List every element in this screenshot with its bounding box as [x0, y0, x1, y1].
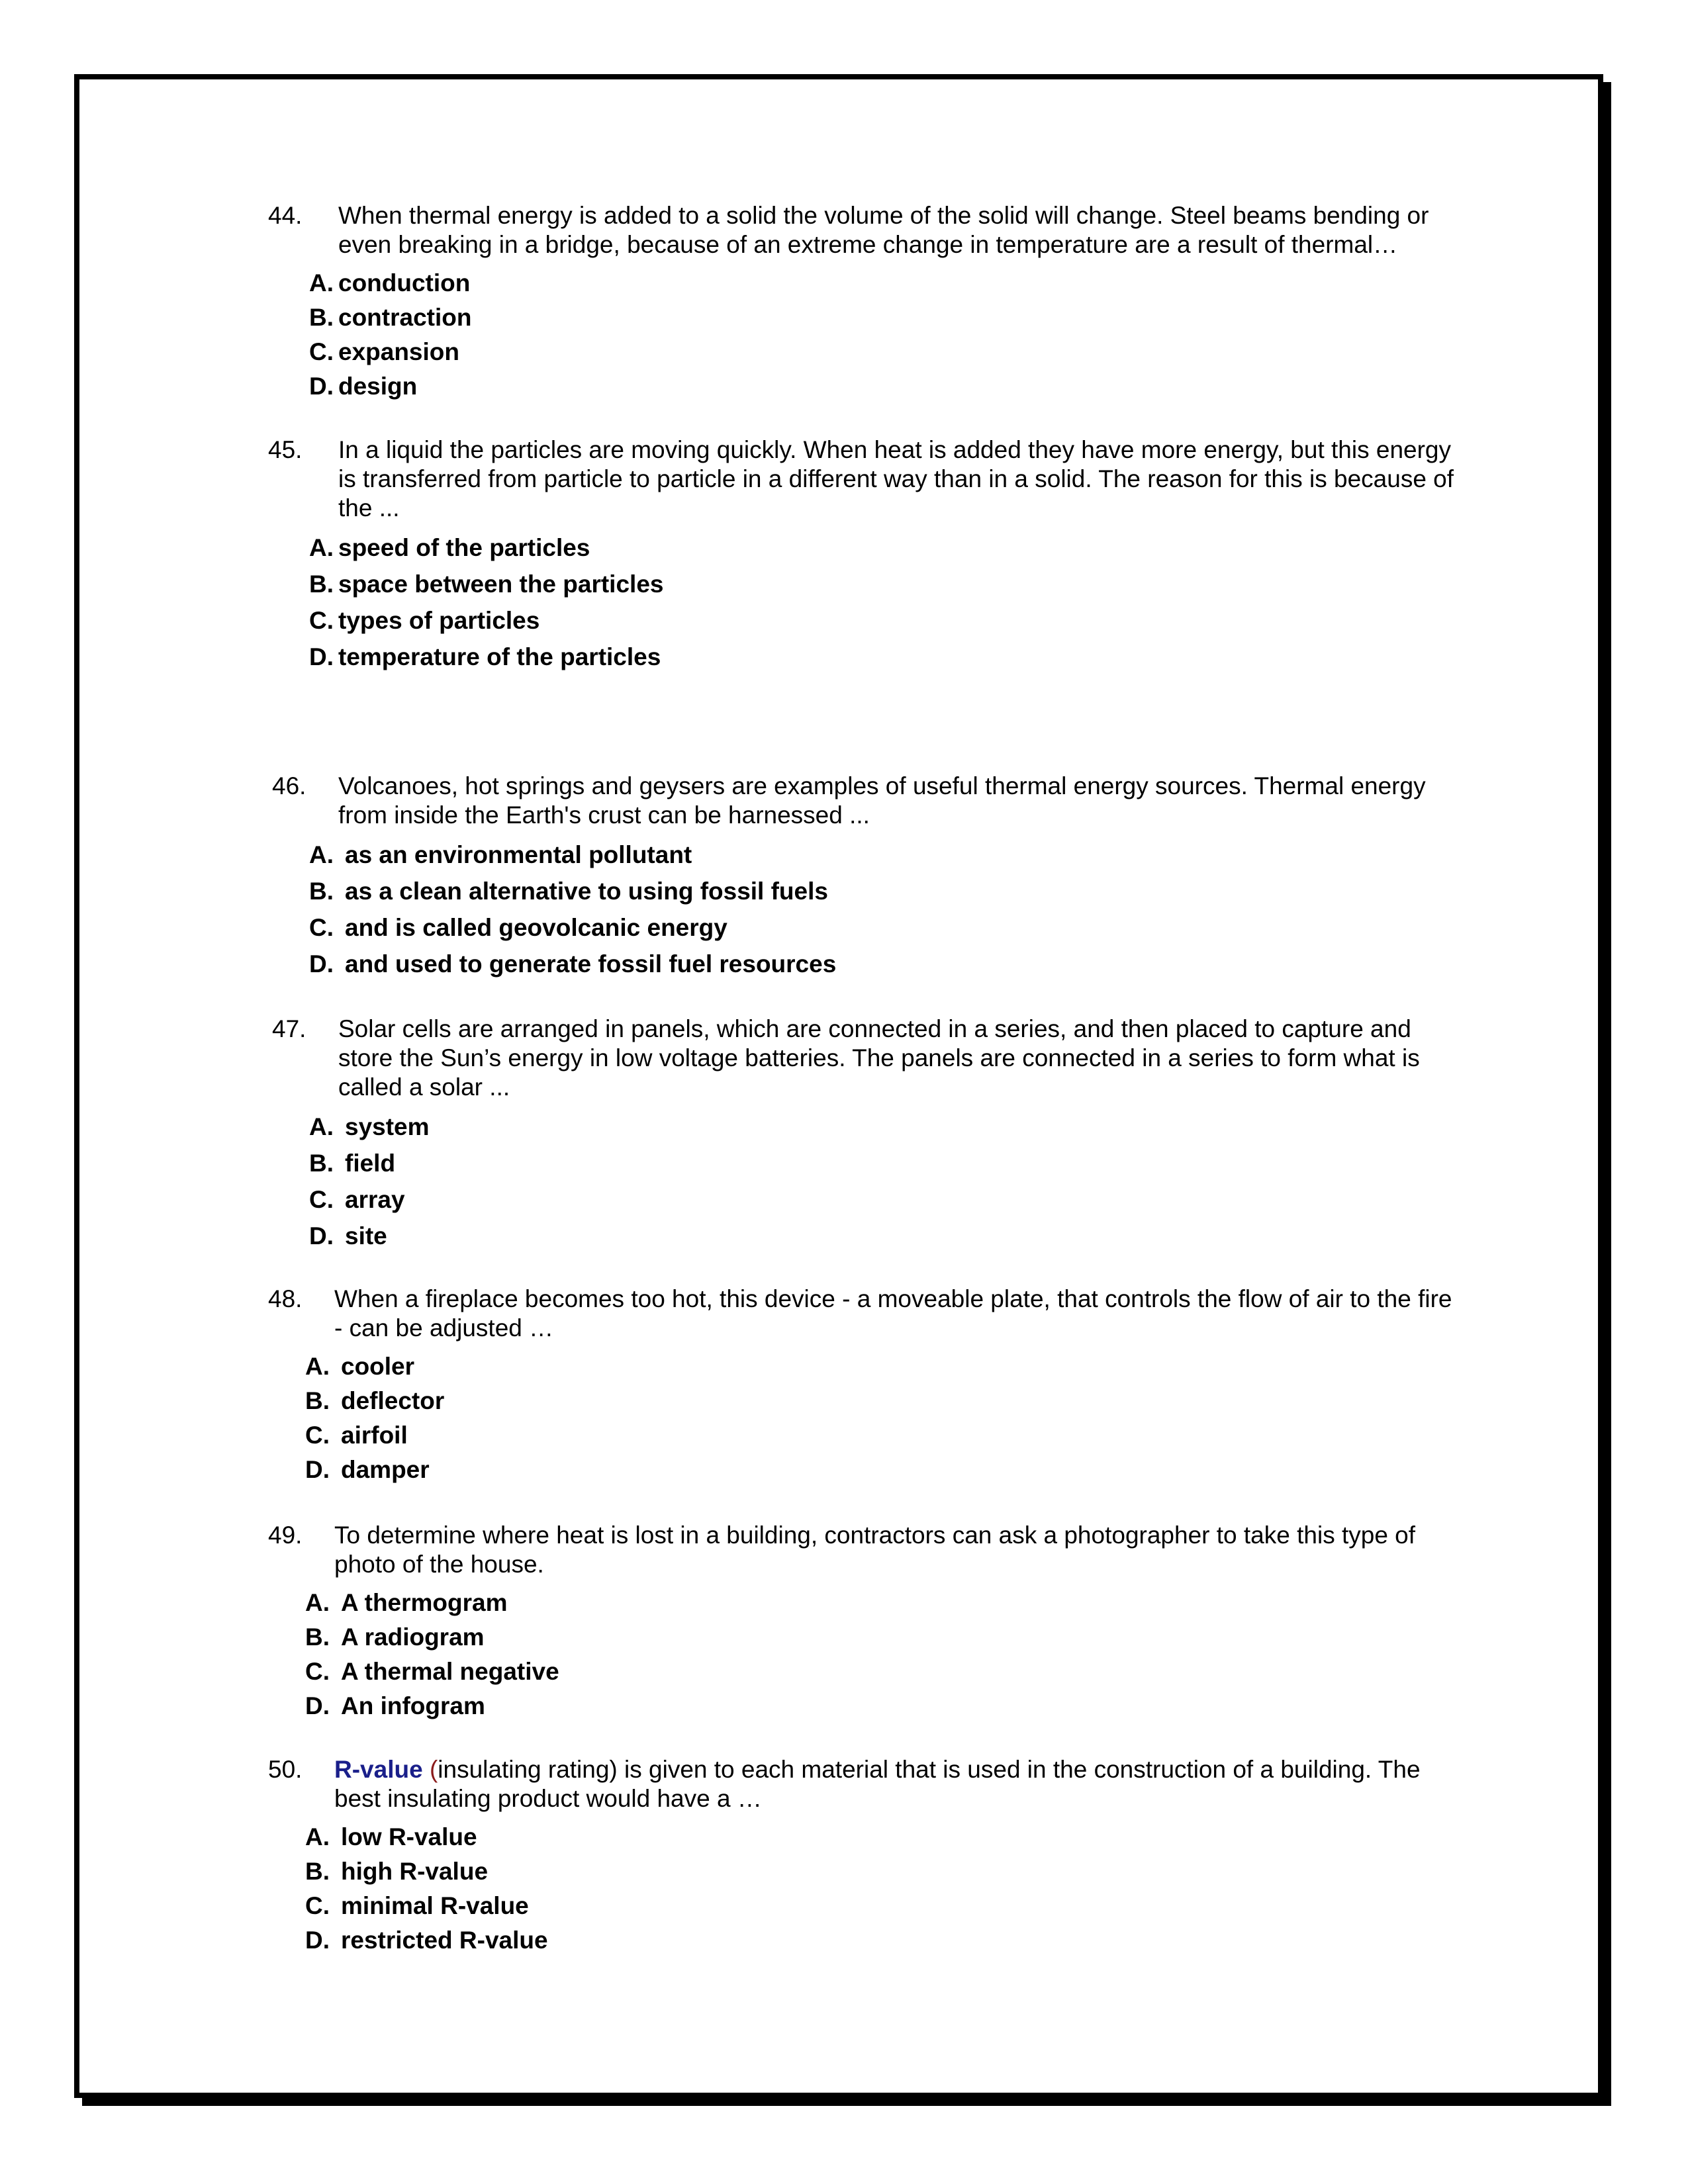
choice-letter: D. [309, 950, 334, 978]
question-number: 50. [268, 1756, 303, 1783]
choice-letter: B. [309, 1150, 334, 1177]
choice-text: A thermogram [341, 1589, 508, 1616]
question-46 [272, 772, 1464, 982]
choice-text: conduction [338, 269, 471, 296]
choice-letter: D. [309, 1222, 334, 1250]
choice-text: and used to generate fossil fuel resources [345, 950, 837, 978]
choice-text: cooler [341, 1353, 415, 1380]
choice-a[interactable] [305, 1820, 1460, 1854]
choice-b[interactable] [305, 1854, 1460, 1889]
choice-text: system [345, 1113, 430, 1140]
choice-letter: A. [309, 534, 334, 561]
choice-a[interactable] [309, 1109, 1464, 1145]
choice-c[interactable] [309, 335, 1460, 369]
choice-letter: C. [309, 1186, 334, 1213]
choice-letter: B. [305, 1387, 330, 1414]
choice-text: minimal R-value [341, 1892, 529, 1919]
question-49 [268, 1521, 1460, 1723]
question-text: When a fireplace becomes too hot, this device - a moveable plate, that controls the flow of air to the fire - can be adjusted … [334, 1285, 1452, 1342]
question-number: 45. [268, 436, 303, 463]
question-45 [268, 435, 1460, 675]
question-48 [268, 1285, 1460, 1487]
choice-a[interactable] [305, 1349, 1460, 1384]
choice-text: airfoil [341, 1422, 408, 1449]
choice-letter: C. [305, 1892, 330, 1919]
choice-letter: C. [309, 914, 334, 941]
choice-b[interactable] [309, 1145, 1464, 1181]
choice-letter: D. [305, 1456, 330, 1483]
choice-letter: A. [309, 841, 334, 868]
choice-letter: A. [305, 1353, 330, 1380]
choice-letter: D. [305, 1927, 330, 1954]
choice-a[interactable] [309, 266, 1460, 300]
choice-letter: D. [305, 1692, 330, 1719]
choice-letter: A. [305, 1823, 330, 1850]
choice-text: A thermal negative [341, 1658, 559, 1685]
choice-text: An infogram [341, 1692, 485, 1719]
choice-letter: D. [309, 643, 334, 670]
open-paren: ( [429, 1756, 438, 1783]
choice-d[interactable] [309, 946, 1464, 982]
choice-text: deflector [341, 1387, 445, 1414]
choice-letter: C. [305, 1658, 330, 1685]
choice-a[interactable] [305, 1586, 1460, 1620]
choice-letter: B. [305, 1858, 330, 1885]
question-number: 48. [268, 1285, 303, 1312]
r-value-term: R-value [334, 1756, 423, 1783]
choice-letter: B. [305, 1623, 330, 1651]
choice-d[interactable] [305, 1689, 1460, 1723]
choice-letter: A. [309, 1113, 334, 1140]
choice-c[interactable] [309, 909, 1464, 946]
choice-letter: A. [305, 1589, 330, 1616]
choice-b[interactable] [305, 1620, 1460, 1655]
choice-text: and is called geovolcanic energy [345, 914, 727, 941]
choice-letter: C. [305, 1422, 330, 1449]
choice-letter: B. [309, 878, 334, 905]
choice-text: A radiogram [341, 1623, 485, 1651]
choice-c[interactable] [309, 1181, 1464, 1218]
choice-text: as a clean alternative to using fossil fuels [345, 878, 828, 905]
choice-b[interactable] [305, 1384, 1460, 1418]
question-47 [272, 1015, 1464, 1254]
choice-text: types of particles [338, 607, 540, 634]
question-text: Volcanoes, hot springs and geysers are examples of useful thermal energy sources. Thermal energy from inside the Earth's crust can be harnessed ... [338, 772, 1426, 829]
choice-text: space between the particles [338, 570, 664, 598]
choice-text: restricted R-value [341, 1927, 548, 1954]
question-44 [268, 201, 1460, 404]
question-text: When thermal energy is added to a solid the volume of the solid will change. Steel beams bending or even breaking in a bridge, because of an extreme change in temperature are a result of thermal… [338, 202, 1429, 258]
choice-letter: D. [309, 373, 334, 400]
choice-d[interactable] [305, 1453, 1460, 1487]
question-body: insulating rating) is given to each material that is used in the construction of a building. The best insulating product would have a … [334, 1756, 1421, 1812]
choice-letter: C. [309, 338, 334, 365]
question-number: 49. [268, 1522, 303, 1549]
choice-b[interactable] [309, 566, 1460, 602]
choice-letter: A. [309, 269, 334, 296]
question-text: Solar cells are arranged in panels, which are connected in a series, and then placed to capture and store the Sun’s energy in low voltage batteries. The panels are connected in a series to form what is called a solar ... [338, 1015, 1420, 1101]
choice-a[interactable] [309, 529, 1460, 566]
choice-letter: B. [309, 304, 334, 331]
choice-letter: C. [309, 607, 334, 634]
question-text: To determine where heat is lost in a building, contractors can ask a photographer to take this type of photo of the house. [334, 1522, 1416, 1578]
question-number: 46. [272, 772, 306, 799]
choice-text: low R-value [341, 1823, 477, 1850]
choice-b[interactable] [309, 300, 1460, 335]
question-text [334, 1755, 1460, 1813]
question-50 [268, 1755, 1460, 1958]
choice-text: expansion [338, 338, 459, 365]
choice-b[interactable] [309, 873, 1464, 909]
choice-text: site [345, 1222, 387, 1250]
choice-c[interactable] [305, 1655, 1460, 1689]
choice-d[interactable] [309, 369, 1460, 404]
choice-text: damper [341, 1456, 430, 1483]
question-text: In a liquid the particles are moving quickly. When heat is added they have more energy, but this energy is transferred from particle to particle in a different way than in a solid. The reason for this is because of the ... [338, 436, 1454, 522]
choice-text: array [345, 1186, 405, 1213]
choice-d[interactable] [309, 1218, 1464, 1254]
choice-text: contraction [338, 304, 472, 331]
choice-c[interactable] [305, 1889, 1460, 1923]
choice-c[interactable] [305, 1418, 1460, 1453]
question-number: 44. [268, 202, 303, 229]
choice-text: design [338, 373, 418, 400]
choice-letter: B. [309, 570, 334, 598]
choice-a[interactable] [309, 837, 1464, 873]
choice-text: high R-value [341, 1858, 489, 1885]
choice-c[interactable] [309, 602, 1460, 639]
choice-text: speed of the particles [338, 534, 590, 561]
choice-d[interactable] [309, 639, 1460, 675]
question-number: 47. [272, 1015, 306, 1042]
choice-text: field [345, 1150, 396, 1177]
choice-d[interactable] [305, 1923, 1460, 1958]
choice-text: as an environmental pollutant [345, 841, 692, 868]
choice-text: temperature of the particles [338, 643, 661, 670]
